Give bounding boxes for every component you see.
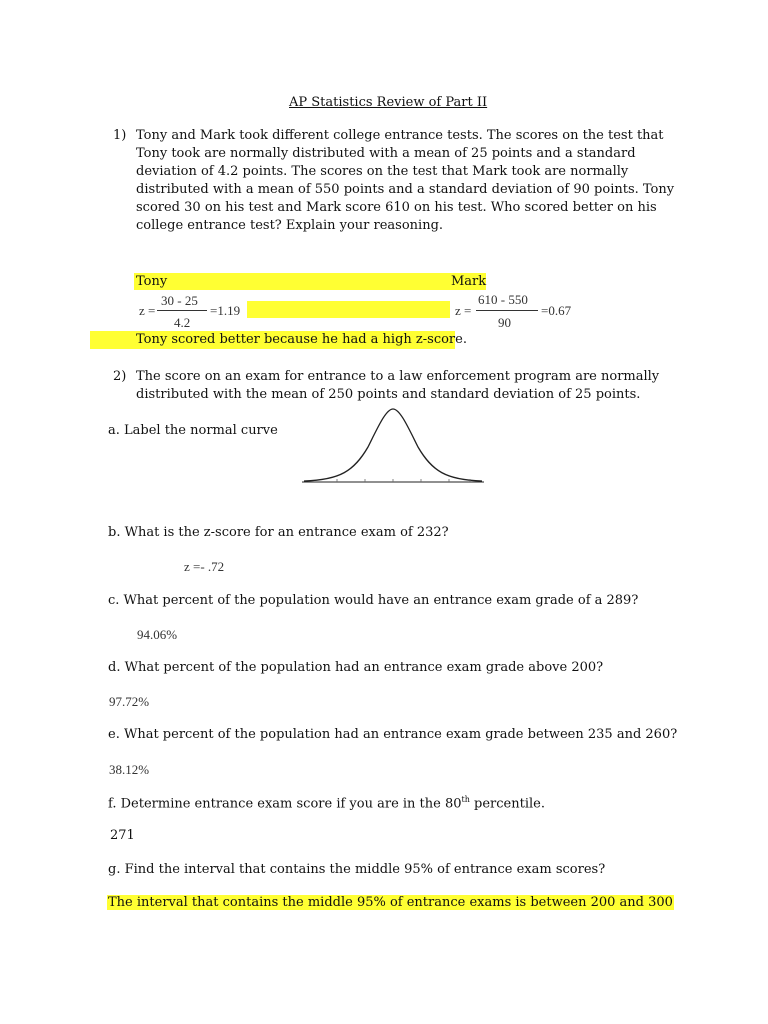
- question-2e: e. What percent of the population had an entrance exam grade between 235 and 260?: [108, 727, 678, 742]
- question-2b: b. What is the z-score for an entrance exam of 232?: [108, 525, 449, 540]
- normal-curve: [304, 409, 482, 481]
- question-1-answer: Tony scored better because he had a high z-score.: [136, 332, 467, 347]
- question-2-number: 2): [113, 369, 127, 384]
- answer-2b: z =- .72: [184, 559, 225, 574]
- mark-z-prefix: z =: [455, 303, 472, 318]
- highlight-band: [134, 273, 486, 290]
- question-2c: c. What percent of the population would have an entrance exam grade of a 289?: [108, 593, 639, 608]
- question-1-line: Tony took are normally distributed with a mean of 25 points and a standard: [136, 146, 636, 161]
- question-2a: a. Label the normal curve: [108, 423, 278, 438]
- question-2-line: distributed with the mean of 250 points and standard deviation of 25 points.: [136, 387, 641, 402]
- mark-numerator: 610 - 550: [478, 292, 528, 307]
- tony-fraction-bar: [157, 310, 207, 311]
- question-2f-superscript: th: [461, 795, 470, 804]
- mark-label: Mark: [451, 274, 487, 289]
- question-1-line: distributed with a mean of 550 points and a standard deviation of 90 points. Tony: [136, 182, 675, 197]
- question-2f: [108, 795, 545, 811]
- tony-result: =1.19: [210, 303, 241, 318]
- question-2-line: The score on an exam for entrance to a law enforcement program are normally: [136, 369, 660, 384]
- page-title: AP Statistics Review of Part II: [289, 95, 488, 110]
- mark-result: =0.67: [541, 303, 572, 318]
- answer-2f: 271: [110, 828, 135, 843]
- question-1-line: Tony and Mark took different college entrance tests. The scores on the test that: [136, 128, 664, 143]
- tony-denominator: 4.2: [174, 315, 191, 330]
- tony-label: Tony: [136, 274, 168, 289]
- question-1-line: scored 30 on his test and Mark score 610 on his test. Who scored better on his: [136, 200, 657, 215]
- question-2f-text-end: percentile.: [469, 796, 545, 812]
- tony-numerator: 30 - 25: [161, 293, 198, 308]
- answer-2e: 38.12%: [109, 762, 150, 777]
- highlight-band: [247, 301, 450, 318]
- mark-fraction-bar: [476, 310, 538, 311]
- question-1-number: 1): [113, 128, 127, 143]
- tony-z-prefix: z =: [139, 303, 156, 318]
- answer-2c: 94.06%: [137, 627, 178, 642]
- normal-curve-figure: [300, 405, 486, 487]
- answer-2d: 97.72%: [109, 694, 150, 709]
- mark-denominator: 90: [498, 315, 511, 330]
- question-2d: d. What percent of the population had an entrance exam grade above 200?: [108, 660, 604, 675]
- question-1-text: [136, 127, 674, 235]
- question-2g: g. Find the interval that contains the middle 95% of entrance exam scores?: [108, 862, 606, 877]
- question-1-line: deviation of 4.2 points. The scores on the test that Mark took are normally: [136, 164, 629, 179]
- question-2-text: [136, 368, 659, 404]
- question-2f-text: f. Determine entrance exam score if you are in the 80: [108, 796, 462, 812]
- question-1-line: college entrance test? Explain your reasoning.: [136, 218, 444, 233]
- answer-2g: The interval that contains the middle 95% of entrance exams is between 200 and 300: [108, 895, 673, 910]
